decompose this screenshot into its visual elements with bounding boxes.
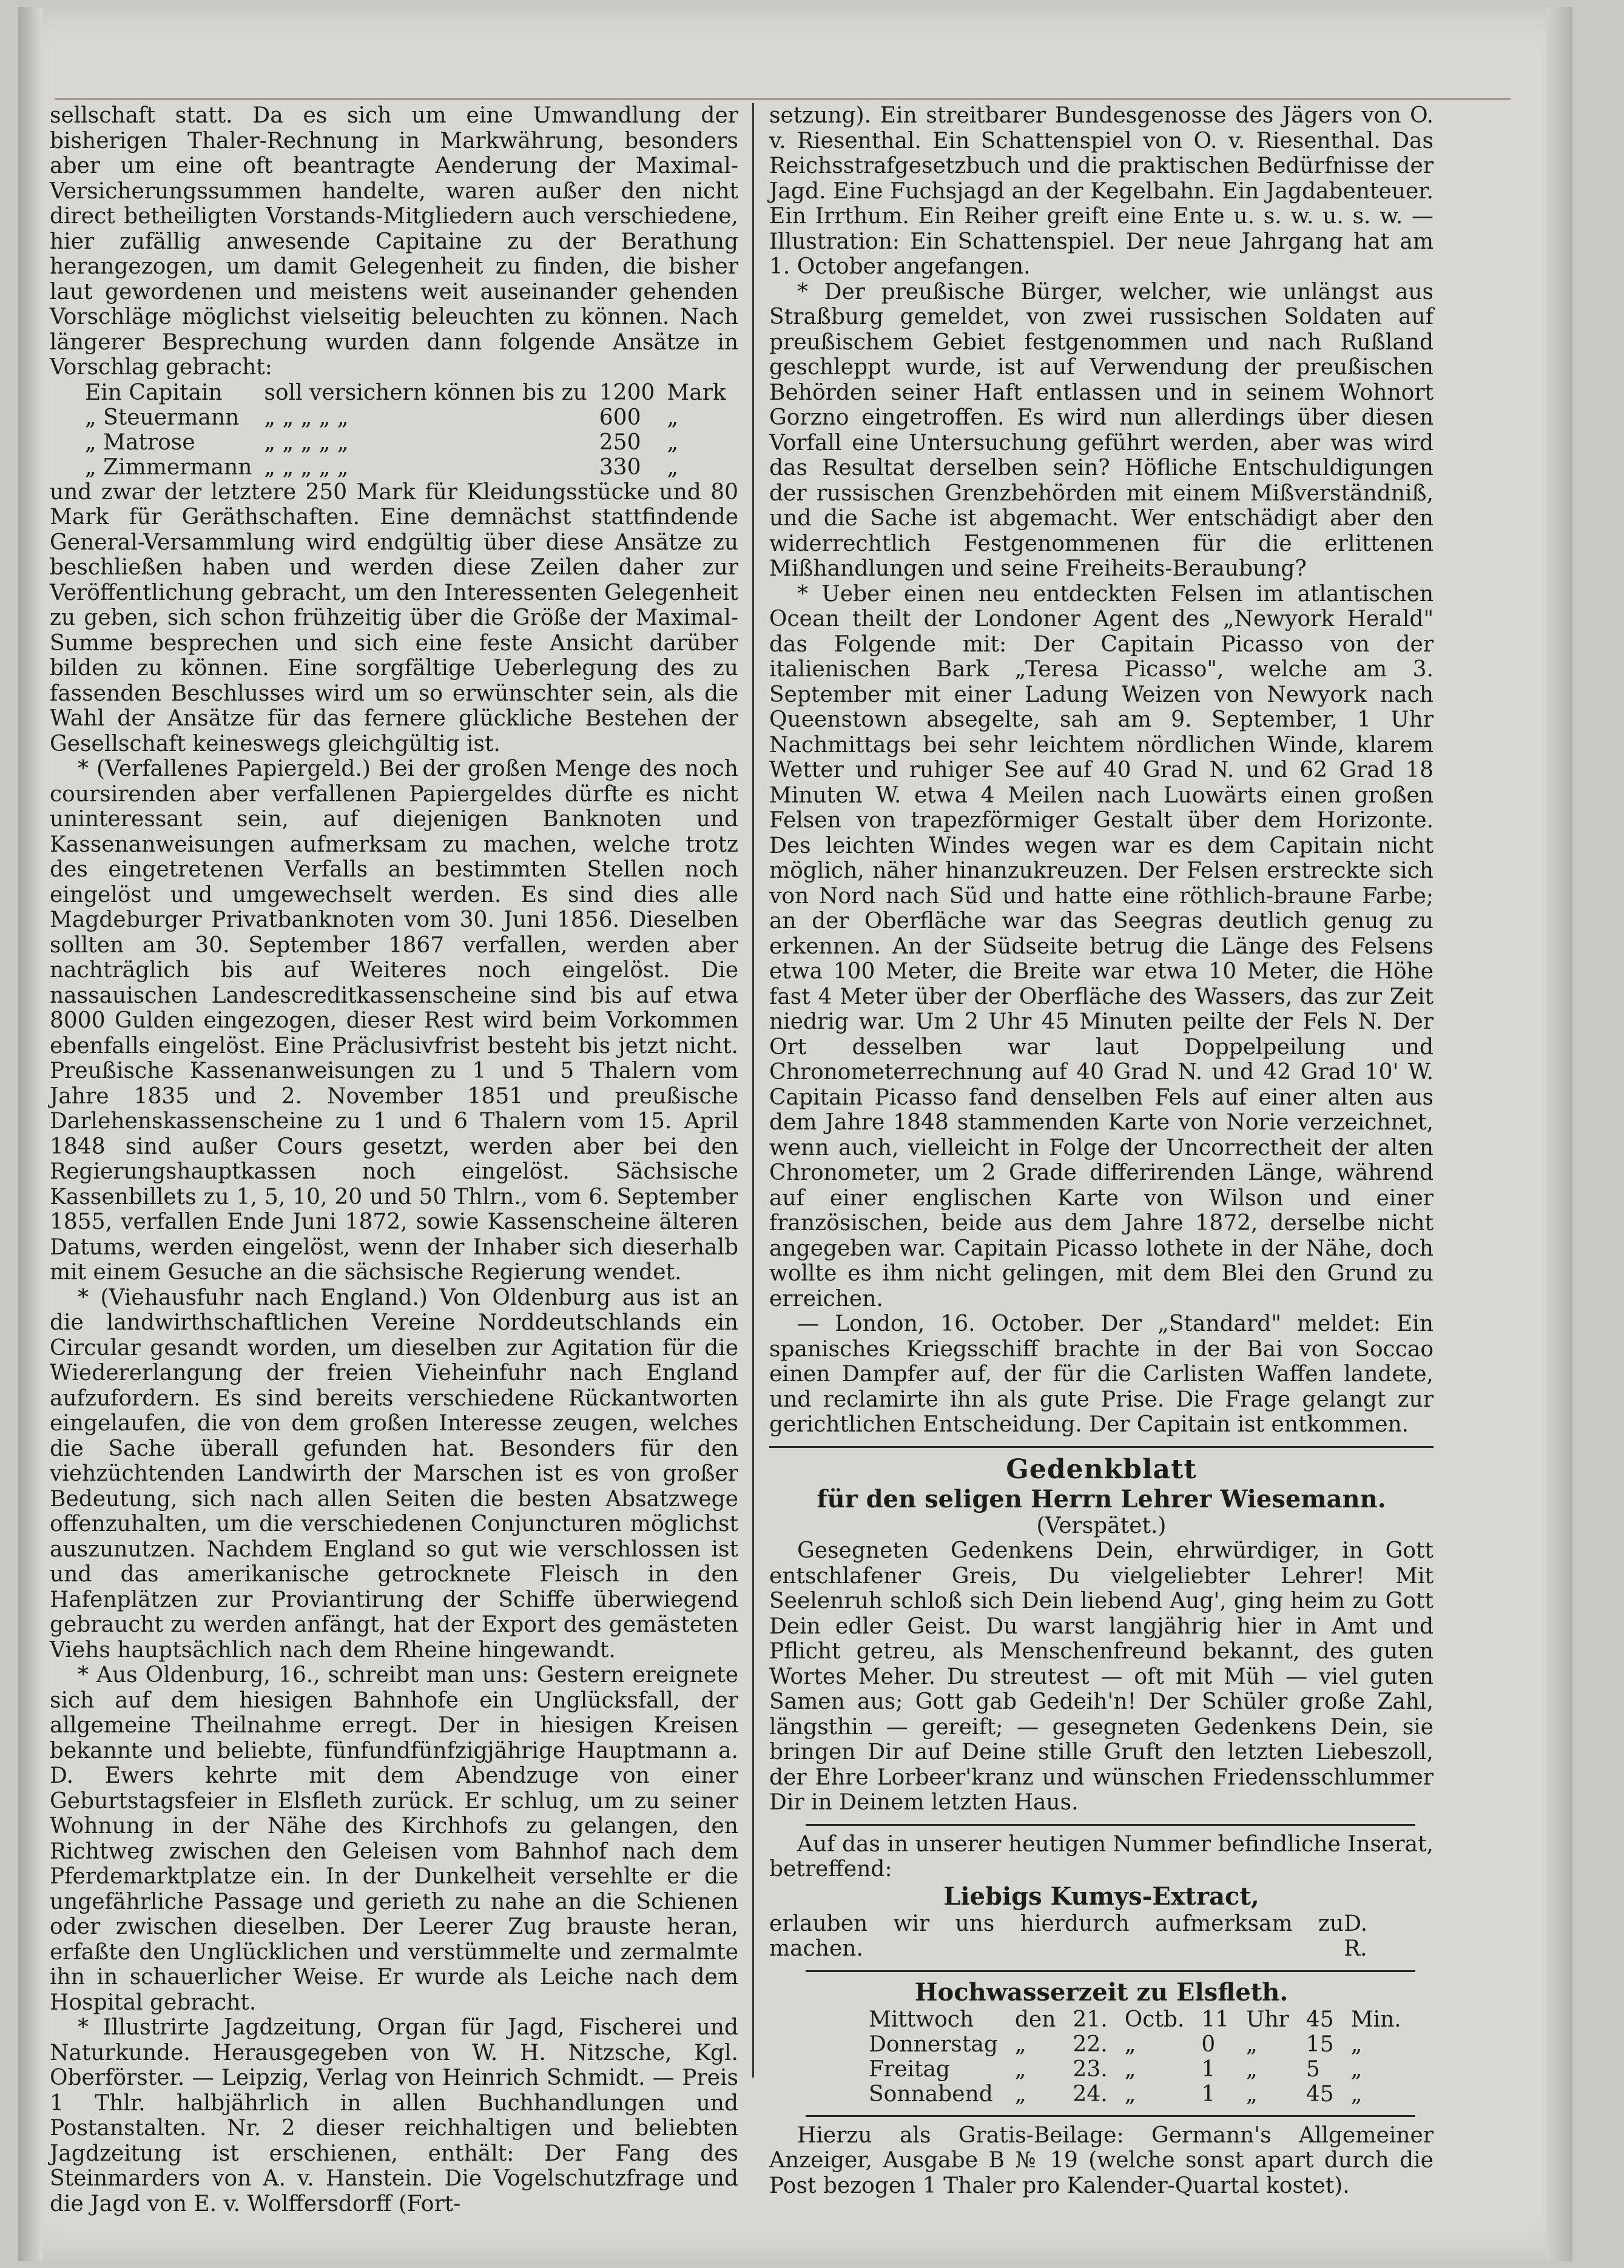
article-viehausfuhr: * (Viehausfuhr nach England.) Von Oldenburg aus ist an die landwirthschaftlichen Vereine Norddeutschlands ein Circular gesandt worden, um dieselben zur Agitation für die Wiedererlangung der freien Vieheinfuhr nach England aufzufordern. Es sind bereits verschiedene Rückantworten eingelaufen, die von dem großen Interesse zeugen, welches die Sache überall gefunden hat. Besonders für den viehzüchtenden Landwirth der Marschen ist es von großer Bedeutung, sich nach allen Seiten die besten Absatzwege offenzuhalten, um die verschiedenen Conjuncturen möglichst auszunutzen. Nachdem England so gut wie verschlossen ist und das amerikanische getrocknete Fleisch in den Hafenplätzen zur Proviantirung der Schiffe überwiegend gebraucht zu werden anfängt, hat der Export des gemästeten Viehs hauptsächlich nach dem Rheine hingewandt. [50,1285,738,1663]
table-cell: 22. [1073,2031,1108,2057]
table-row [79,380,732,405]
table-cell: 11 [1201,2007,1230,2032]
table-row [79,455,732,480]
table-cell: Sonnabend [869,2081,993,2107]
table-cell: „ [1350,2056,1363,2082]
table-row [860,2007,1410,2032]
table-cell: „ [1350,2031,1363,2057]
table-cell: „ [1124,2056,1136,2082]
article-text: setzung). Ein streitbarer Bundesgenosse des Jägers von O. v. Riesenthal. Ein Schattenspiel von O. v. Riesenthal. Das Reichsstrafgesetzbuch und die praktischen Bedürfnisse der Jagd. Eine Fuchsjagd an der Kegelbahn. Ein Jagdabenteuer. Ein Irrthum. Ein Reiher greift eine Ente u. s. w. u. s. w. — Illustration: Ein Schattenspiel. Der neue Jahrgang hat am 1. October angefangen. [769,103,1434,279]
table-cell: „ [1246,2056,1258,2082]
table-cell: Donnerstag [869,2031,998,2057]
table-cell: Min. [1350,2007,1401,2032]
table-row [79,405,732,430]
tides-table [860,2007,1410,2107]
table-cell: Mittwoch [869,2007,974,2032]
section-rule [806,1970,1415,1972]
table-cell: 45 [1306,2007,1334,2032]
article-text: und zwar der letztere 250 Mark für Kleidungsstücke und 80 Mark für Geräthschaften. Eine demnächst stattfindende General-Versammlung wird endgültig über diese Ansätze zu beschließen haben und werden diese Zeilen daher zur Veröffentlichung gebracht, um den Interessenten Gelegenheit zu geben, sich schon frühzeitig über die Größe der Maximal-Summe besprechen und sich eine feste Ansicht darüber bilden zu können. Eine sorgfältige Ueberlegung des zu fassenden Beschlusses wird um so erwünschter sein, als die Wahl der Ansätze für das fernere glückliche Bestehen der Gesellschaft keineswegs gleichgültig ist. [50,479,738,756]
table-cell: „ [667,405,679,430]
page-spine [1546,7,1572,2261]
notice-footer [769,1911,1434,1962]
table-cell: 5 [1306,2056,1320,2082]
table-row [79,430,732,455]
article-london: — London, 16. October. Der „Standard" meldet: Ein spanisches Kriegsschiff brachte in der Bai von Soccao einen Dampfer auf, der für die Carlisten Waffen landete, und reclamirte ihn als gute Prise. Die Frage gelangt zur gerichtlichen Entscheidung. Der Capitain ist entkommen. [769,1311,1434,1437]
article-buerger: * Der preußische Bürger, welcher, wie unlängst aus Straßburg gemeldet, von zwei russischen Soldaten auf preußischem Gebiet festgenommen und nach Rußland geschleppt wurde, ist auf Verwendung der preußischen Behörden seiner Haft entlassen und in seinem Wohnort Gorzno eingetroffen. Es wird nun allerdings über diesen Vorfall eine Untersuchung geführt werden, aber was wird das Resultat derselben sein? Höfliche Entschuldigungen der russischen Grenzbehörden mit einem Mißverständniß, und die Sache ist abgemacht. Wer entschädigt aber den widerrechtlich Festgenommenen für die erlittenen Mißhandlungen und seine Freiheits-Beraubung? [769,279,1434,581]
table-cell: den [1014,2007,1056,2032]
table-cell: „ [1350,2081,1363,2107]
table-row [860,2032,1410,2057]
article-text: sellschaft statt. Da es sich um eine Umwandlung der bisherigen Thaler-Rechnung in Markwährung, besonders aber um eine oft beantragte Aenderung der Maximal-Versicherungssummen handelte, waren außer den nicht direct betheiligten Vorstands-Mitgliedern auch verschiedene, hier zufällig anwesende Capitaine zu der Berathung herangezogen, um damit Gelegenheit zu finden, die bisher laut gewordenen und meistens weit auseinander gehenden Vorschläge möglichst vielseitig beleuchten zu können. Nach längerer Besprechung wurden dann folgende Ansätze in Vorschlag gebracht: [50,103,738,380]
table-cell: 1 [1201,2081,1216,2107]
table-cell: Freitag [869,2056,950,2082]
table-cell: Ein Capitain [85,380,223,405]
table-cell: 1200 [599,380,655,405]
table-cell: „ [1014,2031,1026,2057]
page-fold-shadow [18,7,42,2261]
table-cell: „ „ „ „ „ [264,405,349,430]
table-cell: „ Matrose [85,429,195,455]
tides-title: Hochwasserzeit zu Elsfleth. [914,1977,1289,2007]
table-cell: „ [1014,2081,1026,2107]
notice-text: erlauben wir uns hierdurch aufmerksam zu machen. [769,1911,1344,1961]
section-rule [769,1446,1434,1448]
table-cell: 45 [1306,2081,1334,2107]
article-felsen: * Ueber einen neu entdeckten Felsen im atlantischen Ocean theilt der Londoner Agent des „Newyork Herald" das Folgende mit: Der Capitain Picasso von der italienischen Bark „Teresa Picasso", welche am 3. September mit einer Ladung Weizen von Newyork nach Queenstown absegelte, sah am 9. September, 1 Uhr Nachmittags bei sehr leichtem nördlichen Winde, klarem Wetter und ruhiger See auf 40 Grad N. und 62 Grad 18 Minuten W. etwa 4 Meilen nach Luowärts einen großen Felsen von trapezförmiger Gestalt über dem Horizonte. Des leichten Windes wegen war es dem Capitain nicht möglich, näher hinanzukreuzen. Der Felsen erstreckte sich von Nord nach Süd und hatte eine röthlich-braune Farbe; an der Oberfläche war das Seegras deutlich genug zu erkennen. An der Südseite betrug die Länge des Felsens etwa 100 Meter, die Breite war etwa 10 Meter, die Höhe fast 4 Meter über der Oberfläche des Wassers, das zur Zeit niedrig war. Um 2 Uhr 45 Minuten peilte der Fels N. Der Ort desselben war laut Doppelpeilung und Chronometerrechnung auf 40 Grad N. und 42 Grad 10' W. Capitain Picasso fand denselben Fels auf einer alten aus dem Jahre 1848 stammenden Karte von Norie verzeichnet, wenn auch, vielleicht in Folge der Uncorrectheit der alten Chronometer, um 2 Grade differirenden Länge, während auf einer englischen Karte von Wilson und einer französischen, beide aus dem Jahre 1872, derselbe nicht angegeben war. Capitain Picasso lothete in der Nähe, doch wollte es ihm nicht gelingen, mit dem Blei den Grund zu erreichen. [769,581,1434,1311]
article-jagdzeitung: * Illustrirte Jagdzeitung, Organ für Jagd, Fischerei und Naturkunde. Herausgegeben von W. H. Nitzsche, Kgl. Oberförster. — Leipzig, Verlag von Heinrich Schmidt. — Preis 1 Thlr. halbjährlich in allen Buchhandlungen und Postanstalten. Nr. 2 dieser reichhaltigen und beliebten Jagdzeitung ist erschienen, enthält: Der Fang des Steinmarders von A. v. Hanstein. Die Vogelschutzfrage und die Jagd von E. v. Wolffersdorff (Fort- [50,2015,738,2216]
table-cell: 0 [1201,2031,1216,2057]
table-cell: Uhr [1246,2007,1289,2032]
table-cell: „ Steuermann [85,405,240,430]
memorial-text: Gesegneten Gedenkens Dein, ehrwürdiger, in Gott entschlafener Greis, Du vielgeliebter Lehrer! Mit Seelenruh schloß sich Dein liebend Aug', ging heim zu Gott Dein edler Geist. Du warst langjährig hier in Amt und Pflicht getreu, als Menschenfreund bekannt, des guten Wortes Meher. Du streutest — oft mit Müh — viel guten Samen aus; Gott gab Gedeih'n! Der Schüler große Zahl, längsthin — gereift; — gesegneten Gedenkens Dein, sie bringen Dir auf Deine stille Gruft den letzten Liebeszoll, der Ehre Lorbeer'kranz und wünschen Friedensschlummer Dir in Deinem letzten Haus. [769,1538,1434,1815]
notice-product: Liebigs Kumys-Extract, [943,1882,1259,1911]
table-cell: 24. [1073,2081,1108,2107]
table-row [860,2057,1410,2082]
table-cell: „ [1124,2031,1136,2057]
column-divider [752,103,754,2078]
table-cell: 21. [1073,2007,1108,2032]
table-cell: 23. [1073,2056,1108,2082]
right-column [769,103,1434,2198]
table-cell: 250 [599,429,641,455]
table-cell: Octb. [1124,2007,1185,2032]
table-cell: 1 [1201,2056,1216,2082]
table-cell: 600 [599,405,641,430]
memorial-subtitle: (Verspätet.) [1036,1513,1167,1538]
table-cell: „ [667,429,679,455]
top-rule [55,98,1511,100]
notice-signature: D. R. [1344,1911,1368,1961]
notice-text: Auf das in unserer heutigen Nummer befindliche Inserat, betreffend: [769,1831,1434,1882]
table-cell: soll versichern können bis zu [264,380,587,405]
table-cell: 330 [599,454,641,480]
section-rule [806,1824,1415,1826]
table-cell: „ [1124,2081,1136,2107]
table-cell: Mark [667,380,726,405]
table-cell: „ [1014,2056,1026,2082]
article-oldenburg: * Aus Oldenburg, 16., schreibt man uns: Gestern ereignete sich auf dem hiesigen Bahnhofe ein Unglücksfall, der allgemeine Theilnahme erregt. Der in hiesigen Kreisen bekannte und beliebte, fünfundfünfzigjährige Hauptmann a. D. Ewers kehrte mit dem Abendzuge von einer Geburtstagsfeier in Elsfleth zurück. Er schlug, um zu seiner Wohnung in der Nähe des Kirchhofs zu gelangen, den Richtweg zwischen den Geleisen vom Bahnhof nach dem Pferdemarktplatze ein. In der Dunkelheit versehlte er die ungefährliche Passage und gerieth zu nahe an die Schienen oder zwischen dieselben. Der Leerer Zug brauste heran, erfaßte den Unglücklichen und verstümmelte und zermalmte ihn in schauerlicher Weise. Er wurde als Leiche nach dem Hospital gebracht. [50,1663,738,2015]
insurance-table [79,380,732,480]
table-cell: „ [667,454,679,480]
table-row [860,2082,1410,2107]
section-rule [806,2115,1415,2117]
left-column [50,103,738,2216]
table-cell: „ „ „ „ „ [264,454,349,480]
table-cell: „ [1246,2031,1258,2057]
memorial-title: Gedenkblatt [1006,1453,1197,1485]
article-papiergeld: * (Verfallenes Papiergeld.) Bei der großen Menge des noch coursirenden aber verfallenen Papiergeldes dürfte es nicht uninteressant sein, auf diejenigen Banknoten und Kassenanweisungen aufmerksam zu machen, welche trotz des eingetretenen Verfalls an bestimmten Stellen noch eingelöst und umgewechselt werden. Es sind dies alle Magdeburger Privatbanknoten vom 30. Juni 1856. Dieselben sollten am 30. September 1867 verfallen, werden aber nachträglich bis auf Weiteres noch eingelöst. Die nassauischen Landescreditkassenscheine sind bis auf etwa 8000 Gulden eingezogen, dieser Rest wird beim Vorkommen ebenfalls eingelöst. Eine Präclusivfrist besteht bis jetzt nicht. Preußische Kassenanweisungen zu 1 und 5 Thalern vom Jahre 1835 und 2. November 1851 und preußische Darlehenskassenscheine zu 1 und 6 Thalern vom 15. April 1848 sind außer Cours gesetzt, werden aber bei den Regierungshauptkassen noch eingelöst. Sächsische Kassenbillets zu 1, 5, 10, 20 und 50 Thlrn., vom 6. September 1855, verfallen Ende Juni 1872, sowie Kassenscheine älteren Datums, werden eingelöst, wenn der Inhaber sich dieserhalb mit einem Gesuche an die sächsische Regierung wendet. [50,756,738,1285]
memorial-subject: für den seligen Herrn Lehrer Wiesemann. [817,1484,1386,1513]
table-cell: „ „ „ „ „ [264,429,349,455]
supplement-note: Hierzu als Gratis-Beilage: Germann's Allgemeiner Anzeiger, Ausgabe B № 19 (welche sonst apart durch die Post bezogen 1 Thaler pro Kalender-Quartal kostet). [769,2122,1434,2198]
table-cell: „ [1246,2081,1258,2107]
table-cell: 15 [1306,2031,1334,2057]
table-cell: „ Zimmermann [85,454,252,480]
